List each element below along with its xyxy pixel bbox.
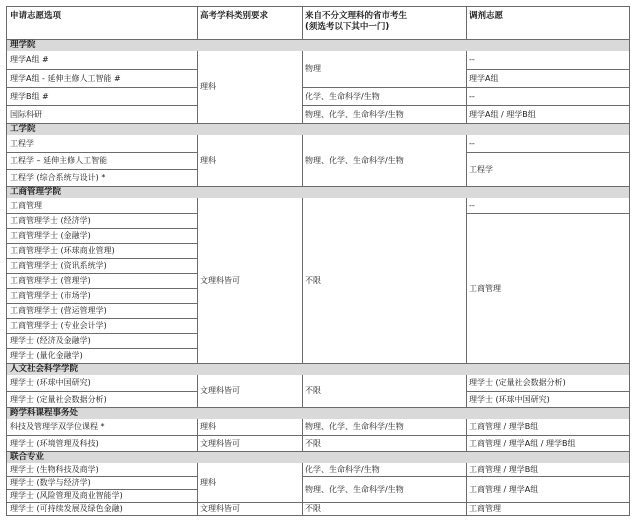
header-alternate: 调剂志愿 xyxy=(469,11,504,21)
section-title: 工学院 xyxy=(7,123,629,135)
subjects-cell: 物理、化学、生命科学/生物 xyxy=(302,105,466,123)
alternate-cell: 工商管理 / 理学A组 / 理学B组 xyxy=(466,435,629,451)
subjects-cell: 物理 xyxy=(305,64,321,73)
table-header xyxy=(7,7,629,39)
program-name: 工商管理学士 (经济学) xyxy=(7,213,197,228)
subjects-cell: 不限 xyxy=(302,502,466,515)
header-program: 申请志愿选项 xyxy=(10,11,62,21)
alternate-cell: 理学A组 / 理学B组 xyxy=(466,105,629,123)
program-name: 理学士 (风险管理及商业智能学) xyxy=(7,489,197,502)
subjects-cell: 化学、生命科学/生物 xyxy=(305,464,380,474)
alternate-cell: -- xyxy=(466,87,629,105)
program-name: 国际科研 xyxy=(7,105,197,123)
category-cell: 理科 xyxy=(200,82,216,91)
section-body xyxy=(7,375,629,407)
admission-table xyxy=(6,6,630,516)
program-name: 理学士 (生物科技及商学) xyxy=(10,464,99,474)
program-name: 工商管理学士 (管理学) xyxy=(7,273,197,288)
alternate-cell: 工商管理 xyxy=(466,213,629,363)
header-subjects-line1: 来自不分文理科的省市考生 xyxy=(305,11,408,21)
subjects-cell: 不限 xyxy=(302,435,466,451)
program-name: 理学士 (定量社会数据分析) xyxy=(7,391,197,407)
alternate-cell: 工商管理 / 理学B组 xyxy=(469,464,539,474)
section-body xyxy=(7,198,629,363)
program-name: 科技及管理学双学位课程 * xyxy=(10,422,105,431)
program-name: 工商管理学士 (资讯系统学) xyxy=(7,258,197,273)
subjects-cell: 物理、化学、生命科学/生物 xyxy=(305,422,404,431)
category-cell: 文理科皆可 xyxy=(197,502,302,515)
program-name: 工商管理 xyxy=(10,200,42,210)
subjects-cell: 物理、化学、生命科学/生物 xyxy=(302,476,466,502)
program-name: 工程学 xyxy=(10,138,34,148)
subjects-cell: 物理、化学、生命科学/生物 xyxy=(305,155,404,165)
section-body xyxy=(7,135,629,186)
alternate-cell: 理学士 (环球中国研究) xyxy=(466,391,629,407)
program-name: 理学士 (数学与经济学) xyxy=(7,476,197,489)
section-body xyxy=(7,463,629,515)
program-name: 工商管理学士 (专业会计学) xyxy=(7,318,197,333)
alternate-cell: 工商管理 xyxy=(466,502,629,515)
alternate-cell: -- xyxy=(469,55,475,64)
subjects-cell: 不限 xyxy=(305,275,321,285)
program-name: 理学士 (可持续发展及绿色金融) xyxy=(7,502,197,515)
program-name: 理学A组 - 延伸主修人工智能 # xyxy=(7,69,197,87)
program-name: 工商管理学士 (市场学) xyxy=(7,288,197,303)
alternate-cell: -- xyxy=(469,200,475,210)
category-cell: 理科 xyxy=(200,477,216,487)
alternate-cell: -- xyxy=(469,138,475,148)
program-name: 工程学 – 延伸主修人工智能 xyxy=(7,152,197,169)
category-cell: 文理科皆可 xyxy=(200,275,240,285)
alternate-cell: 理学士 (定量社会数据分析) xyxy=(469,378,566,387)
alternate-cell: 工商管理 / 理学A组 xyxy=(466,476,629,502)
alternate-cell: 理学A组 xyxy=(466,69,629,87)
header-subjects-line2: (须选考以下其中一门) xyxy=(305,22,390,32)
section-title: 理学院 xyxy=(7,39,629,51)
program-name: 理学B组 # xyxy=(7,87,197,105)
header-category: 高考学科类别要求 xyxy=(200,11,269,21)
program-name: 工商管理学士 (金融学) xyxy=(7,228,197,243)
category-cell: 文理科皆可 xyxy=(200,386,240,395)
program-name: 理学士 (环球中国研究) xyxy=(10,378,91,387)
program-name: 工商管理学士 (环球商业管理) xyxy=(7,243,197,258)
subjects-cell: 不限 xyxy=(305,386,321,395)
header-subjects xyxy=(302,7,466,39)
section-body xyxy=(7,51,629,123)
category-cell: 理科 xyxy=(200,422,216,431)
program-name: 理学士 (量化金融学) xyxy=(7,348,197,363)
alternate-cell: 工商管理 / 理学B组 xyxy=(469,422,539,431)
subjects-cell: 化学、生命科学/生物 xyxy=(302,87,466,105)
program-name: 理学士 (环境管理及科技) xyxy=(7,435,197,451)
program-name: 工商管理学士 (营运管理学) xyxy=(7,303,197,318)
section-title: 人文社会科学学院 xyxy=(7,363,629,375)
section-title: 工商管理学院 xyxy=(7,186,629,198)
program-name: 工程学 (综合系统与设计) * xyxy=(7,169,197,186)
program-name: 理学士 (经济及金融学) xyxy=(7,333,197,348)
category-cell: 理科 xyxy=(200,155,216,165)
program-name: 理学A组 # xyxy=(10,55,49,64)
section-title: 跨学科课程事务处 xyxy=(7,407,629,419)
section-title: 联合专业 xyxy=(7,451,629,463)
section-body xyxy=(7,419,629,451)
category-cell: 文理科皆可 xyxy=(197,435,302,451)
alternate-cell: 工程学 xyxy=(466,152,629,186)
